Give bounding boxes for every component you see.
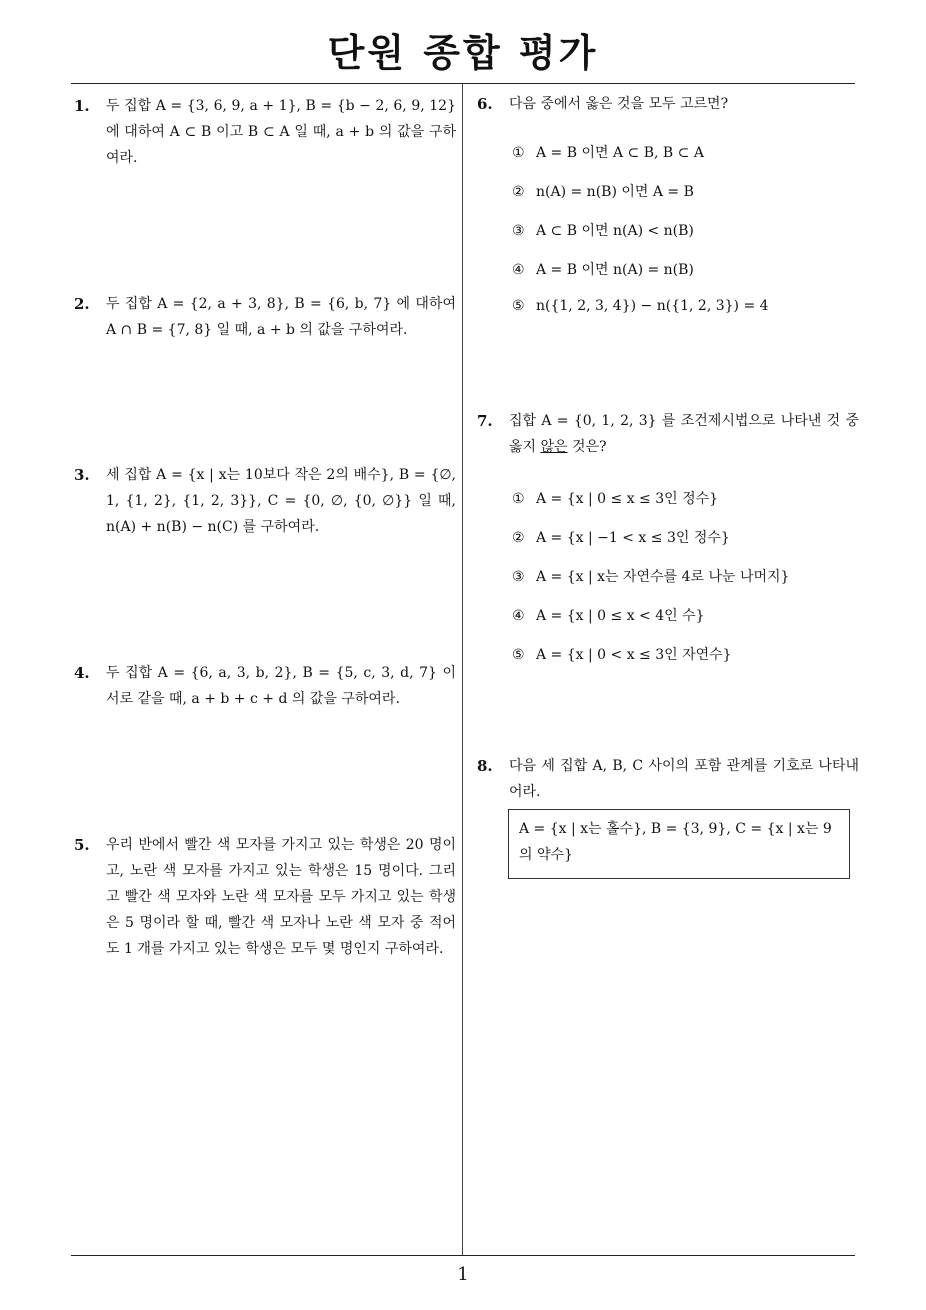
choice-text: A = {x | 0 ≤ x < 4인 수} xyxy=(536,608,705,624)
choice-item xyxy=(512,488,718,508)
choice-text: n({1, 2, 3, 4}) − n({1, 2, 3}) = 4 xyxy=(536,298,769,314)
problem-text: 다음 세 집합 A, B, C 사이의 포함 관계를 기호로 나타내어라. xyxy=(509,758,859,800)
choice-mark: ② xyxy=(512,530,525,546)
problem-7 xyxy=(477,408,859,460)
choice-mark: ⑤ xyxy=(512,647,525,663)
choice-text: A = {x | 0 ≤ x ≤ 3인 정수} xyxy=(536,491,719,507)
problem-text: 두 집합 A = {6, a, 3, b, 2}, B = {5, c, 3, d, 7} 이 서로 같을 때, a + b + c + d 의 값을 구하여라. xyxy=(106,665,456,707)
problem-text: 세 집합 A = {x | x는 10보다 작은 2의 배수}, B = {∅, 1, {1, 2}, {1, 2, 3}}, C = {0, ∅, {0, ∅}} 일 때, n(A) + n(B) − n(C) 를 구하여라. xyxy=(106,467,456,535)
choice-item xyxy=(512,527,730,547)
problem-number: 8. xyxy=(477,757,493,775)
choice-mark: ⑤ xyxy=(512,298,525,314)
problem-text: 우리 반에서 빨간 색 모자를 가지고 있는 학생은 20 명이고, 노란 색 모자를 가지고 있는 학생은 15 명이다. 그리고 빨간 색 모자와 노란 색 모자를 모두 가지고 있는 학생은 5 명이라 할 때, 빨간 색 모자나 노란 색 모자 중 적어도 1 개를 가지고 있는 학생은 모두 몇 명인지 구하여라. xyxy=(106,837,456,957)
choice-item xyxy=(512,298,769,314)
problem-text: 두 집합 A = {2, a + 3, 8}, B = {6, b, 7} 에 대하여 A ∩ B = {7, 8} 일 때, a + b 의 값을 구하여라. xyxy=(106,296,456,338)
choice-item xyxy=(512,259,694,279)
choice-text: A ⊂ B 이면 n(A) < n(B) xyxy=(536,223,694,239)
bottom-rule xyxy=(71,1255,855,1256)
top-rule xyxy=(71,83,855,84)
problem-8-box: A = {x | x는 홀수}, B = {3, 9}, C = {x | x는 9의 약수} xyxy=(508,809,850,879)
problem-6 xyxy=(477,91,859,117)
choice-mark: ③ xyxy=(512,223,525,239)
problem-text: 두 집합 A = {3, 6, 9, a + 1}, B = {b − 2, 6, 9, 12} 에 대하여 A ⊂ B 이고 B ⊂ A 일 때, a + b 의 값을 구하여라. xyxy=(106,98,456,166)
problem-2 xyxy=(74,291,456,343)
problem-text: 다음 중에서 옳은 것을 모두 고르면? xyxy=(509,96,729,112)
choice-mark: ② xyxy=(512,184,525,200)
problem-5 xyxy=(74,832,456,962)
choice-text: n(A) = n(B) 이면 A = B xyxy=(536,184,694,200)
choice-mark: ① xyxy=(512,145,525,161)
choice-text: A = {x | x는 자연수를 4로 나눈 나머지} xyxy=(536,569,790,585)
choice-mark: ④ xyxy=(512,262,525,278)
problem-8 xyxy=(477,753,859,805)
choice-text: A = B 이면 A ⊂ B, B ⊂ A xyxy=(536,145,704,161)
problem-number: 5. xyxy=(74,836,90,854)
column-divider xyxy=(462,84,463,1255)
choice-text: A = {x | 0 < x ≤ 3인 자연수} xyxy=(536,647,732,663)
problem-number: 7. xyxy=(477,412,493,430)
choice-mark: ③ xyxy=(512,569,525,585)
choice-mark: ④ xyxy=(512,608,525,624)
problem-number: 6. xyxy=(477,95,493,113)
choice-text: A = B 이면 n(A) = n(B) xyxy=(536,262,694,278)
choice-item xyxy=(512,142,704,162)
problem-number: 4. xyxy=(74,664,90,682)
choice-item xyxy=(512,181,694,201)
problem-text-part: 것은? xyxy=(567,439,607,455)
problem-3 xyxy=(74,462,456,540)
choice-item xyxy=(512,566,789,586)
problem-number: 2. xyxy=(74,295,90,313)
problem-4 xyxy=(74,660,456,712)
problem-number: 1. xyxy=(74,97,90,115)
problem-text-part: 집합 A = {0, 1, 2, 3} 를 조건제시법으로 나타낸 것 중 옳지 xyxy=(509,413,859,455)
choice-mark: ① xyxy=(512,491,525,507)
choice-text: A = {x | −1 < x ≤ 3인 정수} xyxy=(536,530,730,546)
underlined-word: 않은 xyxy=(540,439,568,455)
page-title: 단원 종합 평가 xyxy=(327,31,599,75)
problem-number: 3. xyxy=(74,466,90,484)
page-number: 1 xyxy=(457,1264,469,1285)
problem-1 xyxy=(74,93,456,171)
choice-item xyxy=(512,644,732,664)
problem-text xyxy=(509,408,859,460)
choice-item xyxy=(512,220,694,240)
choice-item xyxy=(512,605,705,625)
